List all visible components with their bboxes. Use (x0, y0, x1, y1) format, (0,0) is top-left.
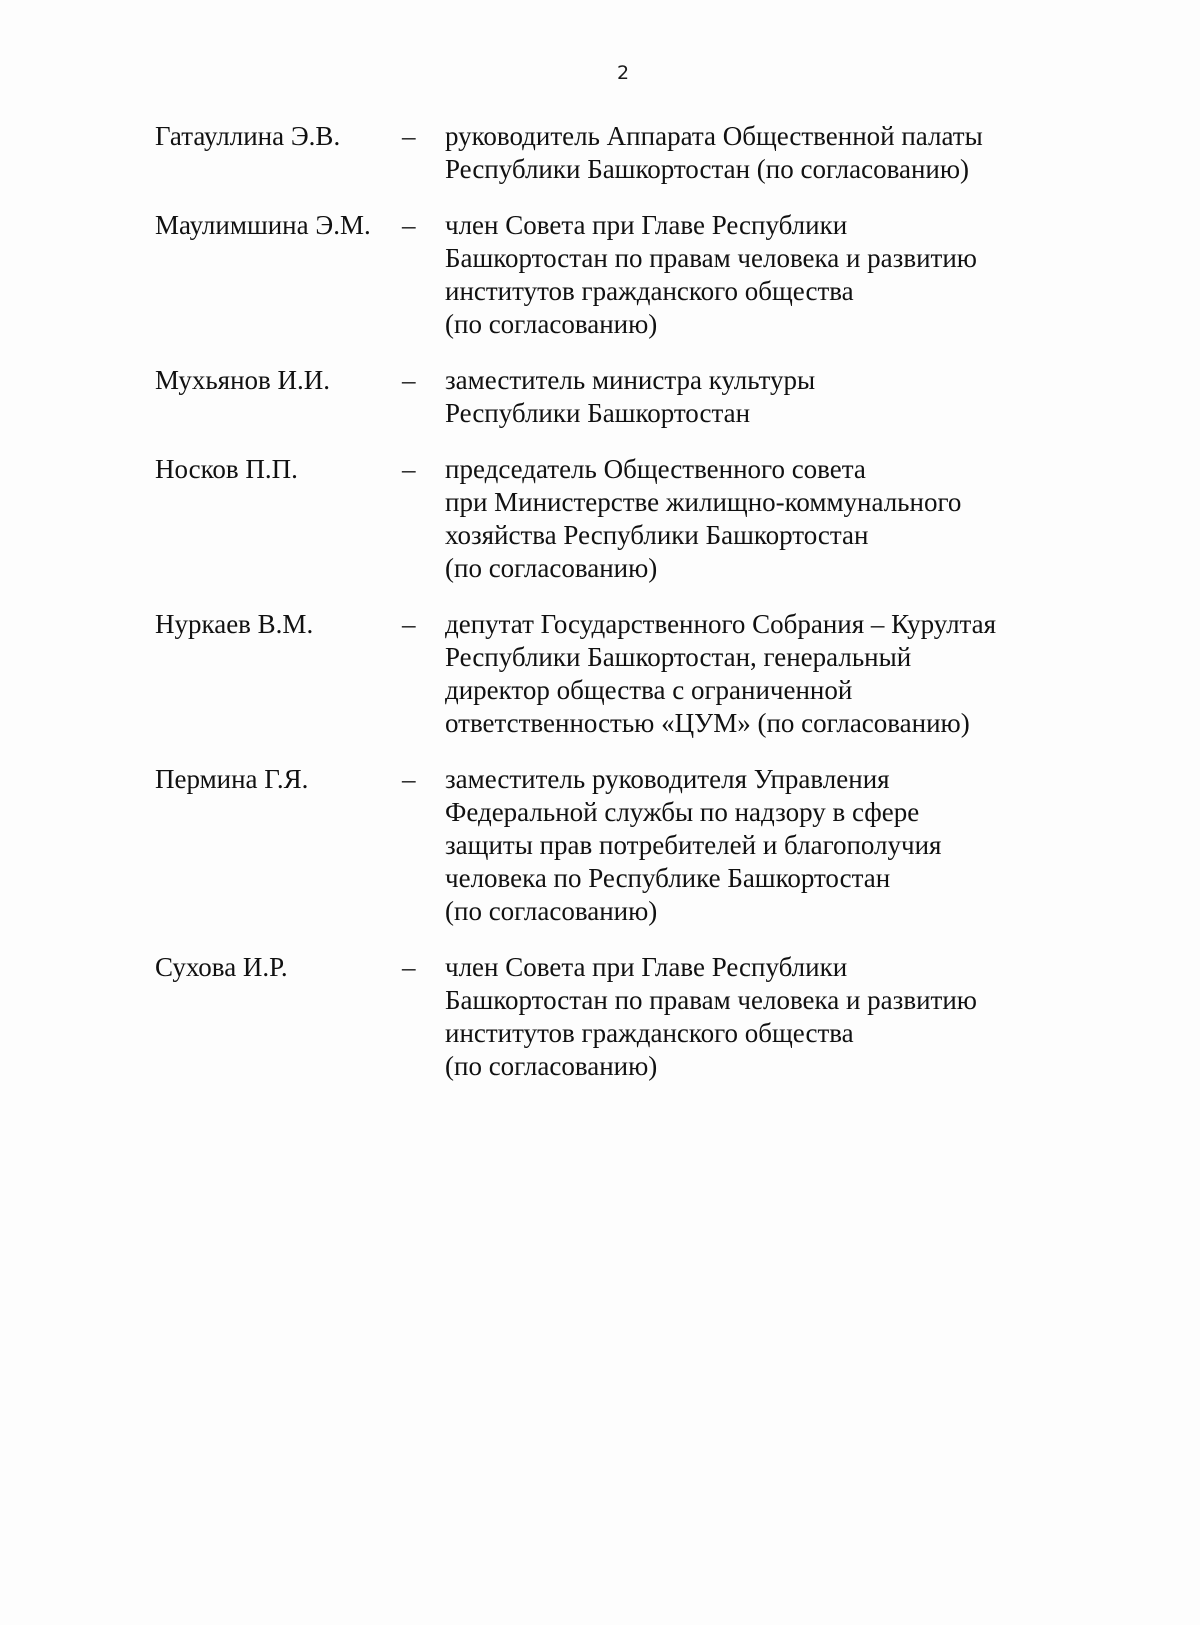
role-line: хозяйства Республики Башкортостан (445, 520, 869, 550)
role-line: депутат Государственного Собрания – Курултая (445, 609, 997, 639)
role-line: Башкортостан по правам человека и развитию (445, 243, 977, 273)
role-line: (по согласованию) (445, 553, 658, 583)
role-line: институтов гражданского общества (445, 276, 854, 306)
role-line: руководитель Аппарата Общественной палаты (445, 121, 983, 151)
role-line: (по согласованию) (445, 896, 658, 926)
roster-entry (155, 209, 1095, 341)
role-line: человека по Республике Башкортостан (445, 863, 891, 893)
role-line: институтов гражданского общества (445, 1018, 854, 1048)
member-role (445, 364, 1095, 430)
role-line: Республики Башкортостан (по согласованию) (445, 154, 970, 184)
member-name: Мухьянов И.И. (155, 365, 331, 395)
member-name: Сухова И.Р. (155, 952, 288, 982)
role-line: член Совета при Главе Республики (445, 952, 848, 982)
roster-entry (155, 608, 1095, 740)
member-role (445, 763, 1095, 928)
member-name: Нуркаев В.М. (155, 609, 314, 639)
member-name: Гатауллина Э.В. (155, 121, 341, 151)
dash-separator: – (402, 365, 416, 395)
roster-list (155, 120, 1095, 1106)
dash-separator: – (402, 210, 416, 240)
role-line: при Министерстве жилищно-коммунального (445, 487, 962, 517)
roster-entry (155, 364, 1095, 430)
role-line: Башкортостан по правам человека и развитию (445, 985, 977, 1015)
dash-separator: – (402, 952, 416, 982)
dash-separator: – (402, 609, 416, 639)
role-line: заместитель министра культуры (445, 365, 816, 395)
roster-entry (155, 763, 1095, 928)
roster-entry (155, 453, 1095, 585)
role-line: член Совета при Главе Республики (445, 210, 848, 240)
role-line: ответственностью «ЦУМ» (по согласованию) (445, 708, 970, 738)
roster-entry (155, 951, 1095, 1083)
roster-entry (155, 120, 1095, 186)
role-line: заместитель руководителя Управления (445, 764, 890, 794)
role-line: Республики Башкортостан, генеральный (445, 642, 912, 672)
dash-separator: – (402, 764, 416, 794)
role-line: защиты прав потребителей и благополучия (445, 830, 942, 860)
role-line: (по согласованию) (445, 309, 658, 339)
role-line: Республики Башкортостан (445, 398, 751, 428)
member-name: Носков П.П. (155, 454, 298, 484)
member-role (445, 209, 1095, 341)
role-line: Федеральной службы по надзору в сфере (445, 797, 920, 827)
dash-separator: – (402, 454, 416, 484)
role-line: (по согласованию) (445, 1051, 658, 1081)
role-line: председатель Общественного совета (445, 454, 866, 484)
member-role (445, 453, 1095, 585)
member-name: Маулимшина Э.М. (155, 210, 371, 240)
member-role (445, 120, 1095, 186)
role-line: директор общества с ограниченной (445, 675, 853, 705)
member-name: Пермина Г.Я. (155, 764, 309, 794)
dash-separator: – (402, 121, 416, 151)
member-role (445, 608, 1095, 740)
member-role (445, 951, 1095, 1083)
page-number: 2 (616, 62, 630, 84)
